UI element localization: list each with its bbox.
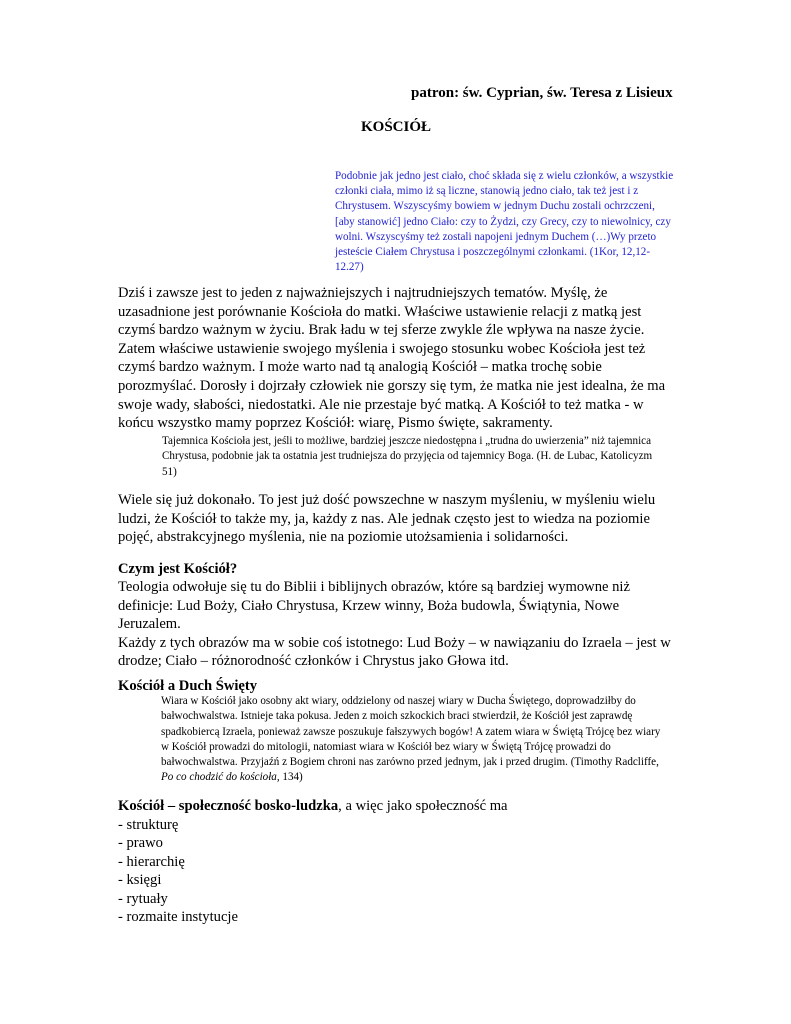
spolecznosc-heading-line — [118, 797, 678, 816]
spolecznosc-heading: Kościół – społeczność bosko-ludzka — [118, 798, 339, 814]
lubac-quote: Tajemnica Kościoła jest, jeśli to możliwe, bardziej jeszcze niedostępna i „trudna do uwierzenia” niż tajemnica Chrystusa, podobnie jak ta ostatnia jest trudniejsza do przyjęcia od tajemnicy Boga. (H. de Lubac, Katolicyzm 51) — [162, 435, 653, 478]
spolecznosc-list — [118, 816, 678, 927]
radcliffe-source-page: 134) — [279, 771, 303, 784]
heading-czym-jest-kosciol: Czym jest Kościół? — [118, 561, 238, 577]
heading-kosciol-duch-swiety: Kościół a Duch Święty — [118, 678, 258, 694]
document-title: KOŚCIÓŁ — [361, 119, 432, 135]
list-item: - prawo — [118, 835, 163, 851]
czym-text-2: Każdy z tych obrazów ma w sobie coś istotnego: Lud Boży – w nawiązaniu do Izraela – jest w drodze; Ciało – różnorodność członków i Chrystus jako Głowa itd. — [118, 634, 671, 670]
list-item: - rozmaite instytucje — [118, 909, 238, 925]
list-item: - księgi — [118, 872, 162, 888]
radcliffe-quote-text: Wiara w Kościół jako osobny akt wiary, oddzielony od naszej wiary w Ducha Świętego, doprowadziłby do bałwochwalstwa. Istnieje taka pokusa. Jeden z moich szkockich braci stwierdził, że Kościół jest zaprawdę spadkobiercą Izraela, ponieważ zawsze poszukuje fałszywych bogów! A zatem wiara w Świętą Trójcę bez wiary w Kościół prowadzi do mitologii, natomiast wiara w Kościół bez wiary w Świętą Trójcę prowadzi do bałwochwalstwa. Przyjaźń z Bogiem chroni nas zarówno przed jednym, jak i przed drugim. (Timothy Radcliffe, — [161, 695, 661, 769]
section-czym-body — [118, 578, 678, 671]
intro-paragraph-1: Dziś i zawsze jest to jeden z najważniejszych i najtrudniejszych tematów. Myślę, że uzasadnione jest porównanie Kościoła do matki. Właściwe ustawienie relacji z matką jest czymś bardzo ważnym w życiu. Brak ładu w tej sferze zwykle źle wpływa na nasze życie. Zatem właściwe ustawienie swojego myślenia i swojego stosunku wobec Kościoła jest też czymś bardzo ważnym. I może warto nad tą analogią Kościół – matka trochę sobie porozmyślać. Dorosły i dojrzały człowiek nie gorszy się tym, że matka nie jest idealna, że ma swoje wady, słabości, niedostatki. Ale nie przestaje być matką. A Kościół to też matka - w końcu wszystko mamy poprzez Kościół: wiarę, Pismo święte, sakramenty. — [118, 285, 666, 432]
radcliffe-quote — [161, 694, 671, 786]
spolecznosc-heading-rest: , a więc jako społeczność ma — [338, 798, 508, 814]
section-spolecznosc — [118, 797, 678, 927]
czym-text-1: Teologia odwołuje się tu do Biblii i biblijnych obrazów, które są bardziej wymowne niż definicje: Lud Boży, Ciało Chrystusa, Krzew winny, Boża budowla, Świątynia, Nowe Jeruzalem. — [118, 579, 630, 633]
list-item: - strukturę — [118, 816, 179, 833]
patron-line: patron: św. Cyprian, św. Teresa z Lisieux — [411, 85, 673, 101]
list-item: - rytuały — [118, 890, 168, 907]
list-item: - hierarchię — [118, 853, 185, 870]
radcliffe-source-title: Po co chodzić do kościoła, — [161, 771, 280, 784]
epigraph-quote: Podobnie jak jedno jest ciało, choć składa się z wielu członków, a wszystkie członki ciała, mimo iż są liczne, stanowią jedno ciało, tak też jest i z Chrystusem. Wszyscyśmy bowiem w jednym Duchu zostali ochrzczeni, [aby stanowić] jedno Ciało: czy to Żydzi, czy Grecy, czy to niewolnicy, czy wolni. Wszyscyśmy też zostali napojeni jednym Duchem (…)Wy przeto jesteście Ciałem Chrystusa i poszczególnymi członkami. (1Kor, 12,12-12.27) — [335, 170, 674, 274]
intro-paragraph-2: Wiele się już dokonało. To jest już dość powszechne w naszym myśleniu, w myśleniu wielu ludzi, że Kościół to także my, ja, każdy z nas. Ale jednak często jest to wiedza na poziomie pojęć, abstrakcyjnego myślenia, nie na poziomie utożsamienia i solidarności. — [118, 492, 656, 546]
